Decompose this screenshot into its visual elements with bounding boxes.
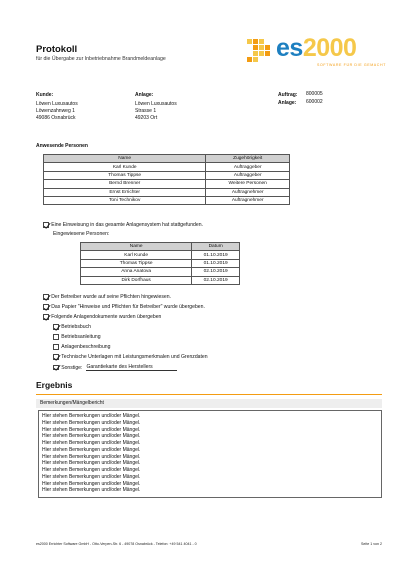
trainee-date-cell: 01.10.2019	[192, 259, 240, 267]
checkmark-icon	[43, 314, 51, 322]
table-row	[44, 196, 290, 204]
checkmark-icon	[53, 364, 61, 372]
person-role-cell: Auftragnehmer	[206, 188, 290, 196]
doc-item	[53, 354, 208, 360]
eingewiesene-label: Eingewiesene Personen:	[53, 231, 110, 237]
kunde-line: 49086 Osnabrück	[36, 115, 76, 122]
einweisung-row	[43, 222, 203, 228]
column-header-name: Name	[81, 243, 192, 251]
person-role-cell: Weitere Personen	[206, 180, 290, 188]
table-row	[81, 268, 240, 276]
checklist-text: Der Betreiber wurde auf seine Pflichten hingewiesen.	[51, 294, 171, 300]
auftrag-value: 800005	[306, 91, 323, 97]
bemerkung-line: Hier stehen Bemerkungen und/oder Mängel.	[42, 453, 141, 460]
anlage-line: 49203 Ort	[135, 115, 158, 122]
bemerkung-line: Hier stehen Bemerkungen und/oder Mängel.	[42, 473, 141, 480]
bemerkung-line: Hier stehen Bemerkungen und/oder Mängel.	[42, 426, 141, 433]
checklist-item	[43, 314, 161, 320]
bemerkung-line: Hier stehen Bemerkungen und/oder Mängel.	[42, 460, 141, 467]
doc-text: Technische Unterlagen mit Leistungsmerkmalen und Grenzdaten	[61, 354, 208, 360]
logo-tagline: SOFTWARE FÜR DIE GEMACHT	[317, 63, 386, 67]
kunde-label: Kunde:	[36, 92, 54, 98]
checklist-item	[43, 294, 171, 300]
table-row	[44, 180, 290, 188]
doc-item	[53, 344, 110, 350]
kunde-line: Löwenzahnweg 1	[36, 108, 75, 115]
checklist-checkbox[interactable]	[43, 314, 49, 320]
trainee-name-cell: Thomas Tippse	[81, 259, 192, 267]
sonstige-value-field[interactable]: Garantiekarte des Herstellers	[86, 364, 176, 371]
auftrag-label: Auftrag:	[278, 92, 298, 98]
einweisung-text: Eine Einweisung in das gesamte Anlagensystem hat stattgefunden.	[51, 222, 203, 228]
table-header-row	[44, 155, 290, 163]
table-row	[81, 251, 240, 259]
checkmark-icon	[43, 222, 51, 230]
person-name-cell: Karl Kunde	[44, 163, 206, 171]
person-role-cell: Auftraggeber	[206, 163, 290, 171]
checkmark-icon	[53, 324, 61, 332]
doc-text: Betriebsanleitung	[61, 334, 101, 340]
bemerkung-line: Hier stehen Bemerkungen und/oder Mängel.	[42, 440, 141, 446]
logo-wordmark-2000: 2000	[302, 34, 357, 62]
bemerkung-line: Hier stehen Bemerkungen und/oder Mängel.	[42, 419, 141, 426]
checkmark-icon	[43, 304, 51, 312]
table-row	[44, 171, 290, 179]
doc-item	[53, 364, 177, 371]
einweisung-checkbox[interactable]	[43, 222, 49, 228]
footer-company: es2000 Errichter Software GmbH - Otto-Verpen-Str. 6 - 49078 Osnabrück - Telefon: +49 541 4041 - 0	[36, 542, 197, 546]
checkmark-icon	[43, 294, 51, 302]
table-row	[81, 276, 240, 284]
person-role-cell: Auftraggeber	[206, 171, 290, 179]
bemerkung-line: Hier stehen Bemerkungen und/oder Mängel.	[42, 413, 141, 419]
column-header-zugehoerigkeit: Zugehörigkeit	[206, 155, 290, 163]
table-row	[44, 163, 290, 171]
doc-text: Betriebsbuch	[61, 324, 91, 330]
doc-checkbox[interactable]	[53, 365, 59, 371]
doc-item	[53, 324, 91, 330]
logo-wordmark-es: es	[276, 34, 303, 62]
trainee-date-cell: 02.10.2019	[192, 268, 240, 276]
table-row	[44, 188, 290, 196]
bemerkungen-textbox[interactable]	[38, 410, 382, 498]
doc-checkbox[interactable]	[53, 354, 59, 360]
table-header-row	[81, 243, 240, 251]
logo-wordmark	[276, 35, 356, 61]
trainee-name-cell: Dirk Dorfhaus	[81, 276, 192, 284]
person-role-cell: Auftragnehmer	[206, 196, 290, 204]
bemerkung-line: Hier stehen Bemerkungen und/oder Mängel.	[42, 467, 141, 473]
trainee-date-cell: 01.10.2019	[192, 251, 240, 259]
person-name-cell: Toni Technikov	[44, 196, 206, 204]
ergebnis-title: Ergebnis	[36, 380, 73, 390]
kunde-address	[36, 101, 78, 123]
anlage-line: Strasse 1	[135, 108, 157, 115]
bemerkung-line: Hier stehen Bemerkungen und/oder Mängel.	[42, 446, 141, 453]
doc-checkbox[interactable]	[53, 334, 59, 340]
eingewiesene-table	[80, 242, 240, 285]
doc-text: Anlagenbeschreibung	[61, 344, 111, 350]
checklist-item	[43, 304, 205, 310]
page-title: Protokoll	[36, 44, 78, 55]
doc-item	[53, 334, 101, 340]
page-number: Seite 1 von 2	[361, 542, 382, 546]
person-name-cell: Bernd Brenner	[44, 180, 206, 188]
es2000-logo	[246, 34, 386, 74]
anlage-label: Anlage:	[135, 92, 154, 98]
person-name-cell: Thomas Tippse	[44, 171, 206, 179]
checkmark-icon	[53, 354, 61, 362]
anwesende-table	[43, 154, 290, 205]
checklist-checkbox[interactable]	[43, 294, 49, 300]
checklist-checkbox[interactable]	[43, 304, 49, 310]
doc-text: Sonstige:	[61, 364, 83, 371]
doc-checkbox[interactable]	[53, 324, 59, 330]
checklist-text: Folgende Anlagendokumente wurden übergeben	[51, 314, 162, 320]
bemerkung-line: Hier stehen Bemerkungen und/oder Mängel.	[42, 480, 141, 487]
person-name-cell: Ernst Errichter	[44, 188, 206, 196]
checklist-text: Das Papier "Hinweise und Pflichten für Betreiber" wurde übergeben.	[51, 304, 205, 310]
trainee-name-cell: Karl Kunde	[81, 251, 192, 259]
trainee-date-cell: 02.10.2019	[192, 276, 240, 284]
anlage-address	[135, 101, 177, 123]
bemerkungen-header: Bemerkungen/Mängelbericht	[36, 399, 382, 408]
table-row	[81, 259, 240, 267]
column-header-datum: Datum	[192, 243, 240, 251]
ergebnis-divider	[36, 394, 382, 395]
anlage-ref-value: 600002	[306, 99, 323, 105]
column-header-name: Name	[44, 155, 206, 163]
trainee-name-cell: Anna Anatova	[81, 268, 192, 276]
kunde-line: Löwen Luxusautos	[36, 101, 78, 107]
anlage-line: Löwen Luxusautos	[135, 101, 177, 107]
doc-checkbox[interactable]	[53, 344, 59, 350]
anwesende-title: Anwesende Personen	[36, 143, 88, 149]
page-subtitle: für die Übergabe zur Inbetriebnahme Brandmeldeanlage	[36, 56, 166, 62]
bemerkung-line: Hier stehen Bemerkungen und/oder Mängel.	[42, 433, 141, 440]
anlage-ref-label: Anlage:	[278, 100, 297, 106]
bemerkung-line: Hier stehen Bemerkungen und/oder Mängel.	[42, 487, 141, 494]
